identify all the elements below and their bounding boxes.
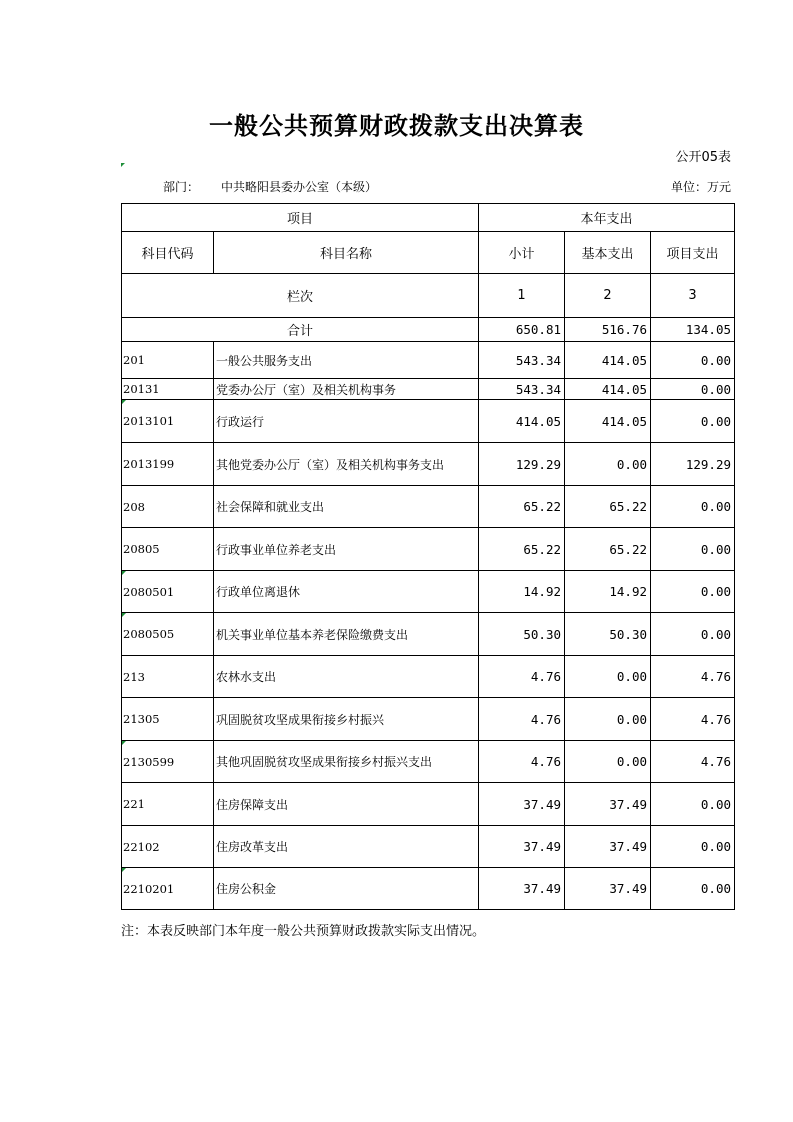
row-name: 行政单位离退休 [214, 571, 479, 613]
row-name: 住房公积金 [214, 868, 479, 910]
header-subtotal: 小计 [479, 232, 565, 274]
row-subtotal: 543.34 [479, 379, 565, 400]
row-name: 巩固脱贫攻坚成果衔接乡村振兴 [214, 698, 479, 741]
row-basic: 0.00 [565, 741, 651, 783]
table-row [122, 868, 735, 910]
cell-marker-icon [122, 613, 126, 617]
row-name: 行政运行 [214, 400, 479, 443]
department-line [163, 178, 377, 195]
row-name: 农林水支出 [214, 656, 479, 698]
row-name: 党委办公厅（室）及相关机构事务 [214, 379, 479, 400]
department-label: 部门： [163, 180, 200, 194]
table-row [122, 400, 735, 443]
column-index-2: 2 [565, 274, 651, 318]
row-code-cell [122, 400, 214, 443]
row-subtotal: 65.22 [479, 528, 565, 571]
row-basic: 65.22 [565, 528, 651, 571]
row-subtotal: 129.29 [479, 443, 565, 486]
row-code-cell [122, 613, 214, 656]
table-row [122, 379, 735, 400]
row-project: 0.00 [651, 528, 735, 571]
row-basic: 37.49 [565, 783, 651, 826]
row-basic: 37.49 [565, 868, 651, 910]
row-name: 住房保障支出 [214, 783, 479, 826]
row-basic: 50.30 [565, 613, 651, 656]
total-project: 134.05 [651, 318, 735, 342]
total-row [122, 318, 735, 342]
row-basic: 0.00 [565, 443, 651, 486]
row-code: 2013101 [123, 414, 175, 428]
row-code: 20805 [122, 528, 214, 571]
row-basic: 0.00 [565, 656, 651, 698]
header-code: 科目代码 [122, 232, 214, 274]
row-code: 2080505 [123, 627, 175, 641]
row-name: 行政事业单位养老支出 [214, 528, 479, 571]
row-subtotal: 37.49 [479, 826, 565, 868]
row-subtotal: 37.49 [479, 868, 565, 910]
table-row [122, 342, 735, 379]
header-project-expenditure: 项目支出 [651, 232, 735, 274]
row-name: 住房改革支出 [214, 826, 479, 868]
row-project: 0.00 [651, 379, 735, 400]
total-subtotal: 650.81 [479, 318, 565, 342]
row-subtotal: 543.34 [479, 342, 565, 379]
row-project: 0.00 [651, 613, 735, 656]
row-project: 4.76 [651, 741, 735, 783]
table-row [122, 571, 735, 613]
row-name: 一般公共服务支出 [214, 342, 479, 379]
table-row [122, 698, 735, 741]
table-row [122, 486, 735, 528]
cell-marker-icon [122, 571, 126, 575]
row-basic: 37.49 [565, 826, 651, 868]
row-code: 20131 [122, 379, 214, 400]
unit-label: 单位：万元 [670, 180, 731, 194]
row-project: 129.29 [651, 443, 735, 486]
page-title: 一般公共预算财政拨款支出决算表 [209, 112, 584, 140]
row-project: 0.00 [651, 826, 735, 868]
row-project: 0.00 [651, 486, 735, 528]
row-code-cell [122, 741, 214, 783]
row-name: 其他巩固脱贫攻坚成果衔接乡村振兴支出 [214, 741, 479, 783]
row-subtotal: 50.30 [479, 613, 565, 656]
table-row [122, 613, 735, 656]
row-code: 2013199 [122, 443, 214, 486]
row-project: 0.00 [651, 571, 735, 613]
row-subtotal: 4.76 [479, 741, 565, 783]
row-basic: 65.22 [565, 486, 651, 528]
column-index-1: 1 [479, 274, 565, 318]
row-project: 4.76 [651, 656, 735, 698]
column-index-row [122, 274, 735, 318]
table-row [122, 826, 735, 868]
row-basic: 414.05 [565, 379, 651, 400]
header-row-1 [122, 204, 735, 232]
row-basic: 0.00 [565, 698, 651, 741]
row-subtotal: 37.49 [479, 783, 565, 826]
row-code: 2130599 [123, 754, 175, 769]
header-project: 项目 [122, 204, 479, 232]
total-label: 合计 [122, 318, 479, 342]
row-subtotal: 4.76 [479, 698, 565, 741]
row-code: 21305 [122, 698, 214, 741]
footnote: 注：本表反映部门本年度一般公共预算财政拨款实际支出情况。 [121, 924, 486, 939]
table-row [122, 656, 735, 698]
cell-marker-icon [121, 163, 125, 167]
cell-marker-icon [122, 400, 126, 404]
column-index-3: 3 [651, 274, 735, 318]
column-index-label: 栏次 [122, 274, 479, 318]
table-row [122, 783, 735, 826]
header-current-year: 本年支出 [479, 204, 735, 232]
row-project: 0.00 [651, 342, 735, 379]
row-code-cell [122, 868, 214, 910]
row-code-cell [122, 571, 214, 613]
row-code: 208 [122, 486, 214, 528]
row-code: 2080501 [123, 584, 175, 599]
form-number: 公开05表 [675, 150, 731, 165]
row-project: 0.00 [651, 783, 735, 826]
row-name: 社会保障和就业支出 [214, 486, 479, 528]
cell-marker-icon [122, 741, 126, 745]
row-basic: 414.05 [565, 342, 651, 379]
row-name: 其他党委办公厅（室）及相关机构事务支出 [214, 443, 479, 486]
row-subtotal: 65.22 [479, 486, 565, 528]
header-name: 科目名称 [214, 232, 479, 274]
row-code: 221 [122, 783, 214, 826]
row-code: 213 [122, 656, 214, 698]
row-project: 0.00 [651, 868, 735, 910]
row-code: 2210201 [123, 881, 175, 896]
header-row-2 [122, 232, 735, 274]
table-row [122, 741, 735, 783]
table-row [122, 528, 735, 571]
row-subtotal: 414.05 [479, 400, 565, 443]
row-code: 22102 [122, 826, 214, 868]
department-value: 中共略阳县委办公室（本级） [221, 180, 378, 194]
row-basic: 14.92 [565, 571, 651, 613]
row-subtotal: 14.92 [479, 571, 565, 613]
header-basic: 基本支出 [565, 232, 651, 274]
cell-marker-icon [122, 868, 126, 872]
table-row [122, 443, 735, 486]
total-basic: 516.76 [565, 318, 651, 342]
row-code: 201 [122, 342, 214, 379]
row-name: 机关事业单位基本养老保险缴费支出 [214, 613, 479, 656]
row-subtotal: 4.76 [479, 656, 565, 698]
expenditure-table [121, 203, 735, 910]
row-project: 0.00 [651, 400, 735, 443]
row-project: 4.76 [651, 698, 735, 741]
row-basic: 414.05 [565, 400, 651, 443]
